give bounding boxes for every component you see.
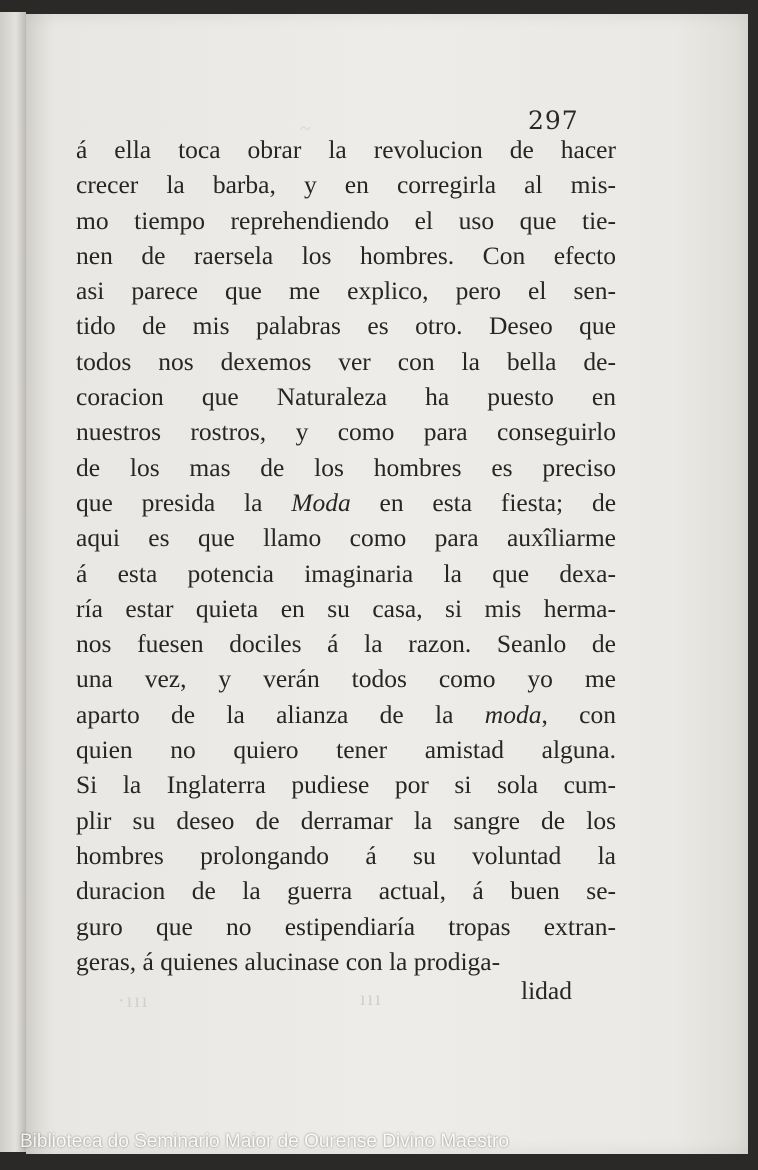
- text-line: de los mas de los hombres es preciso: [76, 452, 616, 482]
- text-line: asi parece que me explico, pero el sen-: [76, 276, 616, 306]
- text-line: guro que no estipendiaría tropas extran-: [76, 911, 616, 941]
- text-line: una vez, y verán todos como yo me: [76, 664, 616, 694]
- text-line: duracion de la guerra actual, á buen se-: [76, 876, 616, 906]
- previous-page-edge: [0, 12, 26, 1152]
- text-line: todos nos dexemos ver con la bella de-: [76, 346, 616, 376]
- text-line: á ella toca obrar la revolucion de hacer: [76, 135, 616, 164]
- text-line: hombres prolongando á su voluntad la: [76, 840, 616, 870]
- library-watermark: Biblioteca do Seminario Maior de Ourense Divino Maestro: [20, 1131, 509, 1152]
- text-line: quien no quiero tener amistad alguna.: [76, 735, 616, 765]
- text-line: que presida la Moda en esta fiesta; de: [76, 487, 616, 517]
- body-text: [76, 132, 616, 979]
- text-line: crecer la barba, y en corregirla al mis-: [76, 170, 616, 200]
- show-through-text: ~: [300, 118, 313, 140]
- text-line: plir su deseo de derramar la sangre de los: [76, 805, 616, 835]
- catchword: lidad: [521, 976, 572, 1005]
- italic-word: moda: [484, 699, 542, 729]
- text-line: aqui es que llamo como para auxîliarme: [76, 523, 616, 553]
- text-line: geras, á quienes alucinase con la prodiga-: [76, 946, 501, 976]
- text-line: ría estar quieta en su casa, si mis herma-: [76, 593, 616, 623]
- page-number: 297: [528, 106, 579, 135]
- italic-word: Moda: [291, 487, 351, 517]
- text-line: nos fuesen dociles á la razon. Seanlo de: [76, 629, 616, 659]
- text-line: nuestros rostros, y como para conseguirlo: [76, 417, 616, 447]
- show-through-text: ııı: [360, 988, 383, 1010]
- text-line: aparto de la alianza de la moda, con: [76, 699, 616, 729]
- text-line: Si la Inglaterra pudiese por si sola cum-: [76, 770, 616, 800]
- show-through-text: ·ııı: [118, 990, 150, 1012]
- text-line: nen de raersela los hombres. Con efecto: [76, 240, 616, 270]
- text-line: tido de mis palabras es otro. Deseo que: [76, 311, 616, 341]
- text-line: á esta potencia imaginaria la que dexa-: [76, 558, 616, 588]
- text-line: coracion que Naturaleza ha puesto en: [76, 382, 616, 412]
- text-line: mo tiempo reprehendiendo el uso que tie-: [76, 205, 616, 235]
